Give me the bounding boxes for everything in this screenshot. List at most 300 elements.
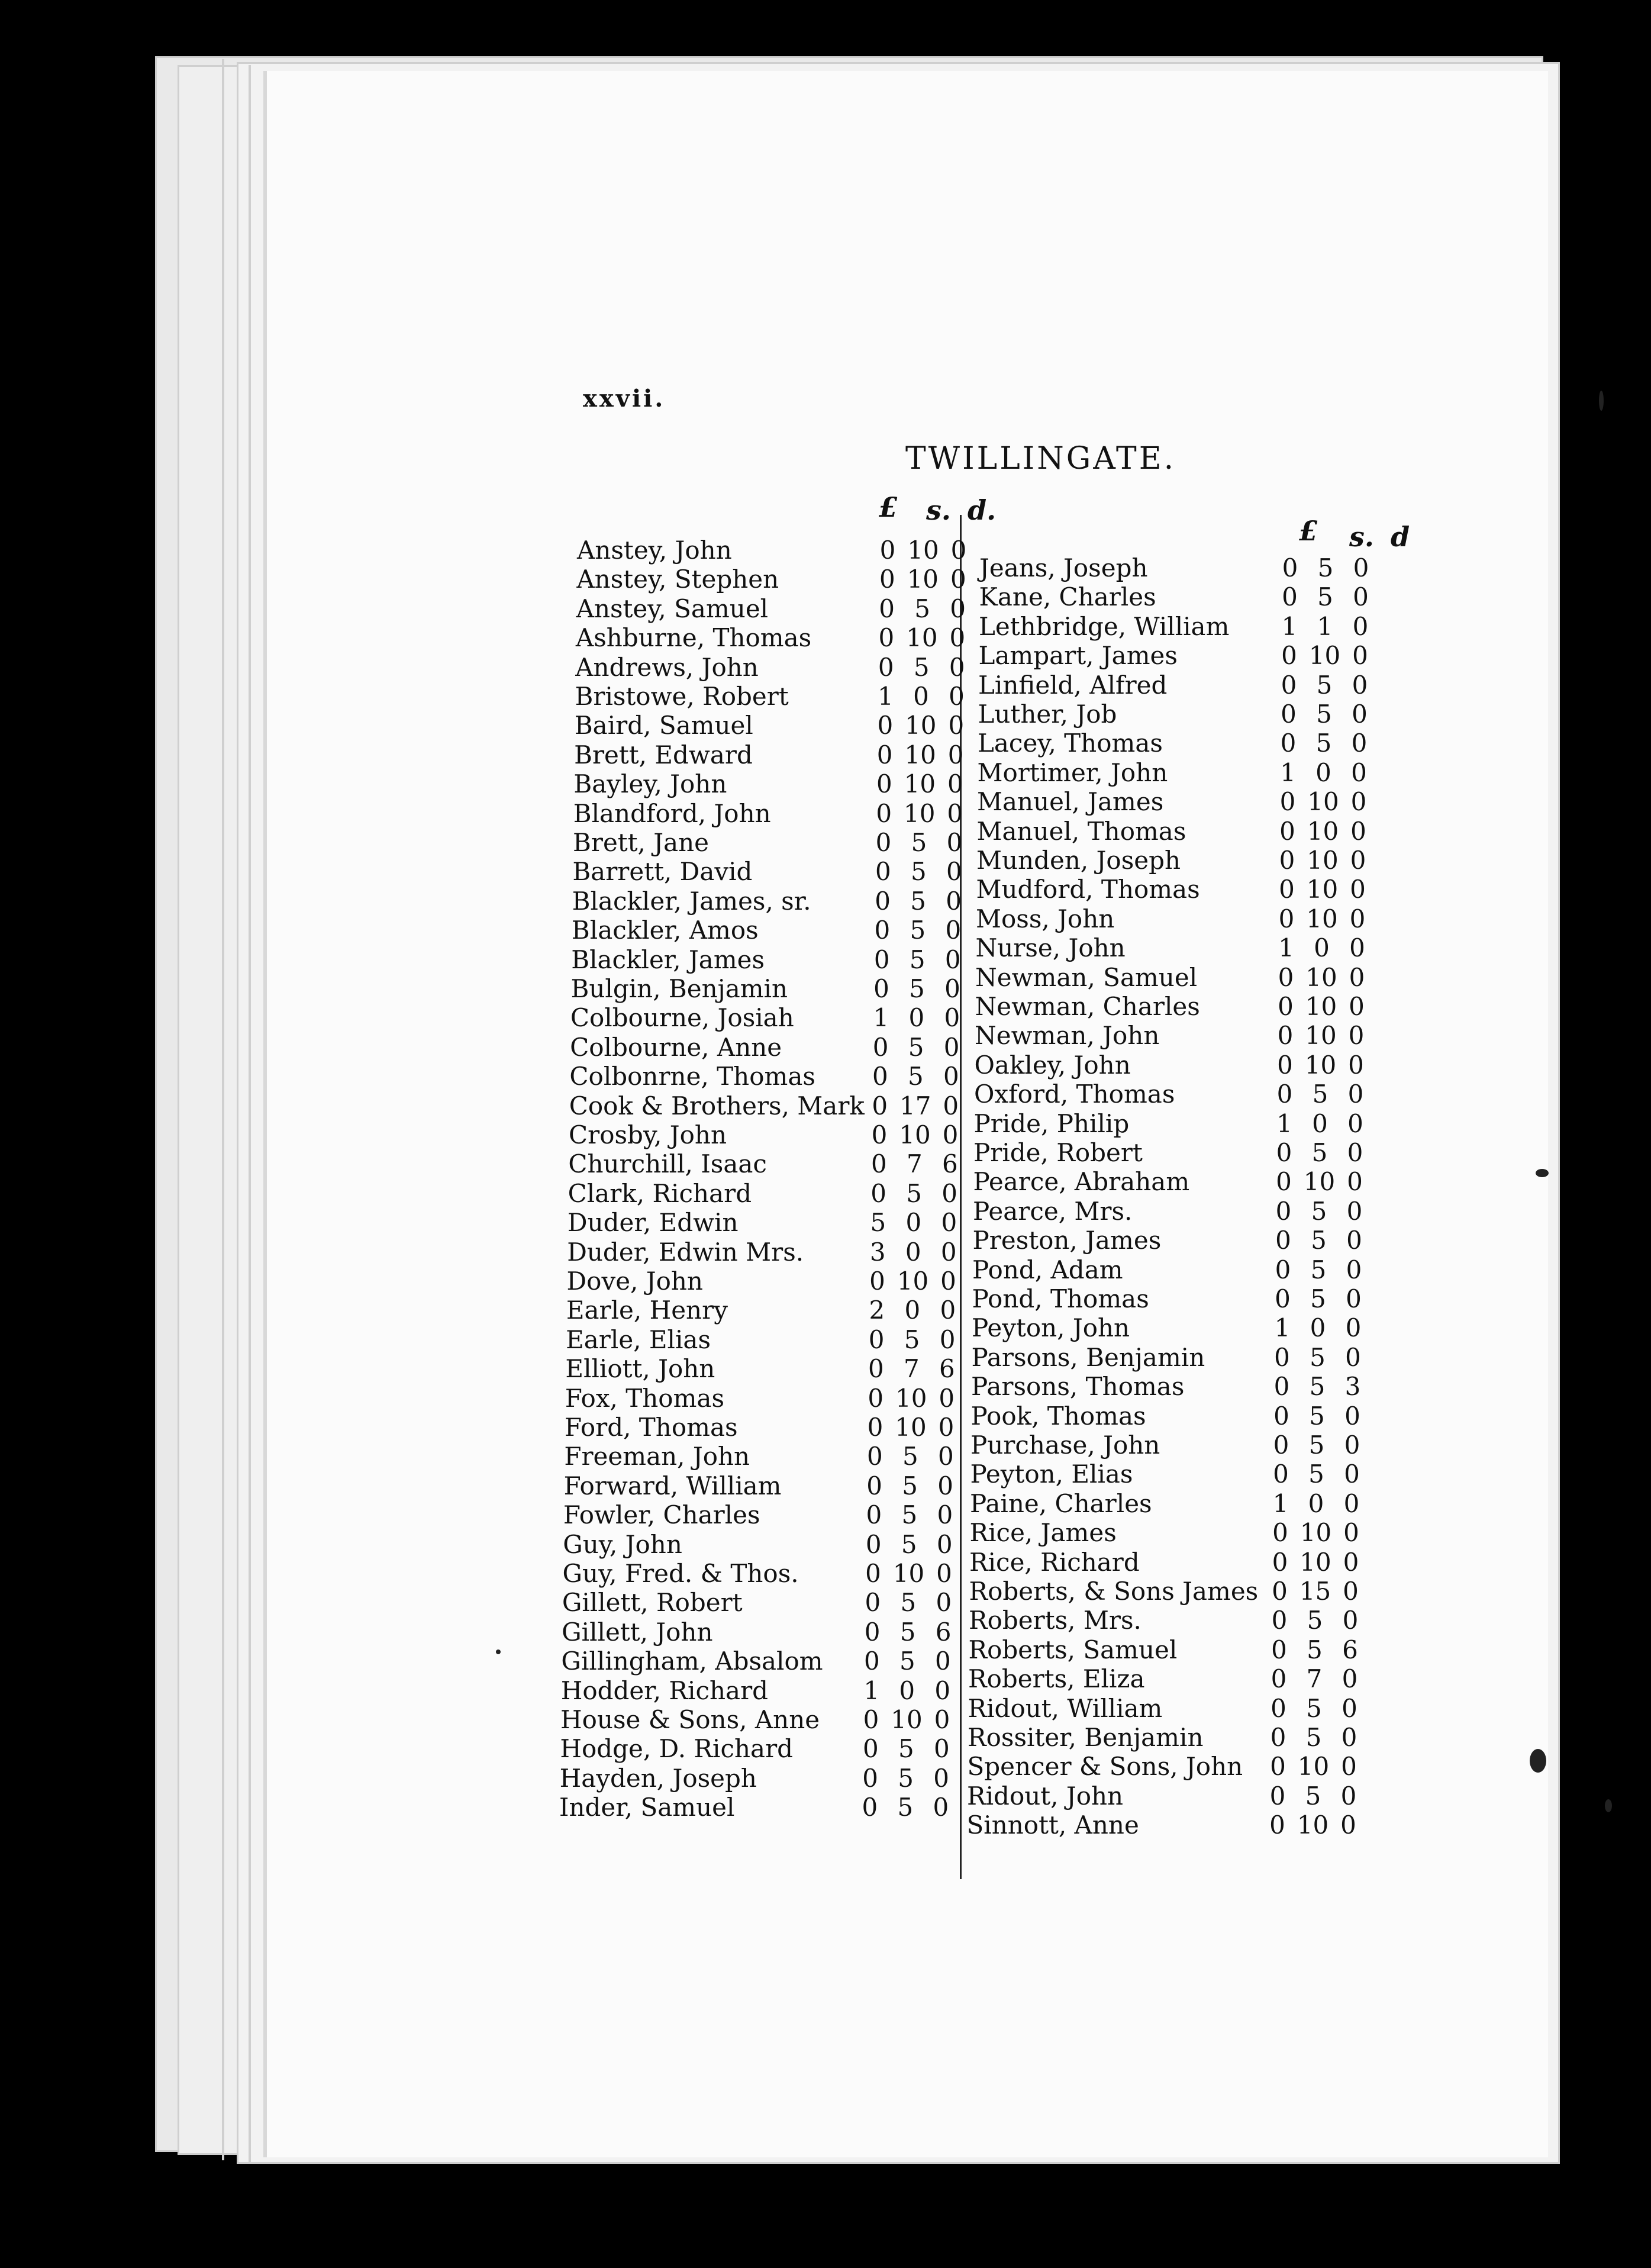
subscriber-name: Colbonrne, Thomas	[569, 1062, 815, 1091]
amount-pounds: 0	[866, 1500, 882, 1530]
amount-shillings: 5	[909, 945, 926, 974]
list-item	[976, 904, 1402, 933]
subscriber-name: Jeans, Joseph	[979, 553, 1148, 582]
amount-pounds: 0	[868, 1383, 884, 1413]
list-item	[969, 1577, 1395, 1606]
amount-shillings: 10	[1305, 1021, 1337, 1051]
subscriber-name: Fox, Thomas	[565, 1383, 724, 1413]
amount-pence: 6	[939, 1354, 955, 1384]
subscriber-name: Andrews, John	[575, 652, 759, 682]
amount-shillings: 5	[1310, 1284, 1326, 1313]
subscriber-name: Hodder, Richard	[560, 1676, 769, 1705]
amount-pounds: 0	[1269, 1810, 1285, 1840]
subscriber-name: Nurse, John	[975, 933, 1126, 963]
list-item	[572, 887, 998, 916]
amount-pence: 0	[1350, 787, 1367, 817]
amount-pence: 0	[950, 536, 967, 565]
left-header-shillings: s.	[926, 494, 951, 526]
page-title: TWILLINGATE.	[905, 441, 1176, 476]
amount-pounds: 1	[873, 1003, 889, 1033]
list-item	[971, 1402, 1397, 1431]
subscriber-name: Kane, Charles	[979, 582, 1156, 612]
amount-shillings: 10	[899, 1120, 931, 1149]
subscriber-name: Newman, Charles	[975, 992, 1200, 1021]
amount-pence: 0	[950, 594, 966, 623]
amount-pounds: 0	[872, 1091, 888, 1120]
amount-shillings: 5	[1305, 1781, 1321, 1810]
amount-pence: 0	[1349, 962, 1365, 992]
amount-pence: 0	[949, 682, 965, 711]
list-item	[576, 565, 1002, 594]
subscriber-name: Earle, Henry	[566, 1296, 728, 1325]
amount-shillings: 15	[1299, 1577, 1331, 1606]
amount-pounds: 0	[870, 1178, 886, 1208]
subscriber-name: Roberts, Eliza	[968, 1664, 1145, 1694]
list-item	[976, 933, 1402, 962]
list-item	[573, 799, 999, 828]
amount-pence: 0	[1352, 700, 1368, 729]
amount-shillings: 0	[1312, 1109, 1328, 1138]
amount-pounds: 0	[862, 1763, 878, 1793]
list-item	[569, 1091, 995, 1120]
amount-shillings: 5	[898, 1763, 914, 1793]
amount-pounds: 0	[1279, 787, 1296, 817]
amount-pence: 0	[1344, 1460, 1360, 1489]
subscriber-name: House & Sons, Anne	[560, 1705, 820, 1734]
amount-shillings: 10	[904, 740, 936, 769]
amount-pence: 0	[1344, 1401, 1360, 1431]
amount-shillings: 5	[901, 1500, 918, 1530]
amount-shillings: 5	[900, 1588, 917, 1618]
amount-pence: 0	[949, 652, 965, 682]
amount-shillings: 0	[908, 1003, 925, 1033]
list-item	[975, 992, 1401, 1021]
subscriber-name: Purchase, John	[970, 1431, 1160, 1460]
list-item	[562, 1588, 988, 1617]
amount-pence: 0	[940, 1237, 957, 1267]
amount-pence: 0	[943, 1032, 960, 1062]
amount-pence: 6	[941, 1149, 958, 1179]
amount-pounds: 0	[1280, 729, 1297, 758]
subscriber-name: Earle, Elias	[566, 1325, 711, 1354]
amount-pence: 0	[949, 623, 966, 653]
amount-pence: 0	[938, 1413, 955, 1442]
subscriber-name: Freeman, John	[564, 1442, 750, 1471]
amount-pounds: 0	[862, 1734, 879, 1764]
amount-shillings: 10	[904, 769, 936, 799]
amount-pounds: 0	[1273, 1372, 1290, 1402]
amount-shillings: 10	[1297, 1810, 1329, 1840]
amount-shillings: 10	[1299, 1547, 1331, 1577]
subscriber-name: Dove, John	[566, 1267, 703, 1296]
amount-pence: 0	[944, 945, 961, 974]
list-item	[573, 828, 999, 857]
subscriber-name: Pond, Thomas	[972, 1284, 1149, 1313]
amount-shillings: 5	[1310, 1255, 1327, 1284]
subscriber-name: Forward, William	[563, 1471, 782, 1500]
amount-shillings: 5	[1312, 1080, 1328, 1109]
subscriber-name: Bayley, John	[573, 769, 727, 799]
amount-pounds: 0	[866, 1442, 883, 1471]
amount-pence: 0	[1352, 641, 1368, 671]
subscriber-name: Hodge, D. Richard	[560, 1734, 794, 1764]
amount-pounds: 0	[1276, 1167, 1292, 1197]
amount-pounds: 0	[879, 565, 895, 594]
list-item	[577, 536, 1003, 565]
list-item	[967, 1810, 1393, 1839]
list-item	[975, 1021, 1401, 1050]
list-item	[978, 729, 1404, 758]
amount-pence: 0	[1345, 1313, 1362, 1343]
amount-pence: 0	[946, 857, 962, 887]
amount-pence: 0	[946, 828, 963, 857]
amount-pence: 0	[944, 1003, 960, 1033]
amount-pence: 0	[937, 1442, 954, 1471]
subscriber-name: Bristowe, Robert	[575, 682, 789, 711]
amount-pence: 0	[940, 1267, 956, 1296]
amount-shillings: 5	[910, 886, 926, 916]
subscriber-name: Manuel, James	[977, 787, 1164, 817]
subscriber-name: Moss, John	[976, 904, 1115, 933]
subscriber-name: Pond, Adam	[972, 1255, 1123, 1284]
subscriber-name: Pearce, Mrs.	[973, 1196, 1133, 1226]
subscriber-name: Pearce, Abraham	[973, 1167, 1190, 1197]
amount-shillings: 10	[1308, 641, 1341, 671]
amount-shillings: 5	[902, 1471, 918, 1500]
subscriber-name: Parsons, Benjamin	[971, 1342, 1205, 1372]
list-item	[569, 1062, 995, 1091]
list-item	[968, 1752, 1394, 1781]
amount-shillings: 5	[1307, 1635, 1323, 1664]
list-item	[566, 1325, 992, 1354]
amount-pence: 0	[1348, 1050, 1364, 1080]
amount-pounds: 0	[871, 1120, 888, 1149]
amount-shillings: 5	[1308, 1460, 1324, 1489]
subscriber-name: Inder, Samuel	[559, 1793, 735, 1822]
amount-pence: 0	[1341, 1752, 1357, 1781]
subscriber-name: Elliott, John	[565, 1354, 715, 1384]
amount-pence: 0	[1348, 1021, 1365, 1051]
list-item	[561, 1647, 987, 1676]
amount-pence: 0	[947, 798, 963, 828]
amount-pence: 0	[943, 1062, 959, 1091]
amount-pence: 0	[1347, 1080, 1364, 1109]
amount-pence: 0	[1343, 1547, 1359, 1577]
list-item	[975, 963, 1401, 992]
amount-pence: 0	[934, 1676, 951, 1705]
list-item	[563, 1530, 989, 1559]
amount-pounds: 0	[1276, 1080, 1293, 1109]
list-item	[973, 1138, 1400, 1167]
amount-pence: 0	[1349, 904, 1366, 933]
amount-shillings: 0	[905, 1208, 922, 1238]
amount-pounds: 0	[875, 886, 891, 916]
list-item	[978, 758, 1404, 787]
amount-pence: 0	[1345, 1342, 1361, 1372]
subscriber-name: Munden, Joseph	[976, 846, 1181, 875]
list-item	[565, 1384, 991, 1413]
list-item	[569, 1120, 995, 1149]
amount-pounds: 0	[1273, 1431, 1289, 1460]
amount-pounds: 0	[864, 1617, 881, 1647]
list-item	[970, 1460, 1397, 1489]
amount-shillings: 0	[904, 1296, 921, 1325]
amount-pounds: 0	[874, 916, 891, 945]
list-item	[566, 1296, 992, 1325]
amount-shillings: 5	[897, 1793, 914, 1822]
amount-shillings: 10	[903, 798, 936, 828]
amount-pounds: 0	[1271, 1664, 1287, 1694]
list-item	[968, 1664, 1394, 1693]
amount-pence: 0	[1350, 816, 1366, 846]
list-item	[561, 1676, 987, 1705]
amount-shillings: 7	[904, 1354, 920, 1384]
list-item	[575, 682, 1001, 711]
list-item	[562, 1618, 988, 1647]
amount-pence: 0	[939, 1383, 955, 1413]
amount-pence: 0	[934, 1705, 950, 1734]
subscriber-name: Sinnott, Anne	[966, 1810, 1139, 1840]
list-item	[560, 1705, 986, 1734]
right-header-shillings: s.	[1349, 521, 1374, 553]
amount-pounds: 0	[864, 1647, 880, 1676]
subscriber-name: Oxford, Thomas	[974, 1080, 1175, 1109]
subscriber-name: Brett, Jane	[573, 828, 710, 857]
amount-pence: 0	[939, 1325, 956, 1354]
amount-shillings: 5	[899, 1617, 916, 1647]
right-header-pence: d	[1391, 521, 1410, 553]
list-item	[570, 1033, 996, 1062]
amount-pence: 0	[946, 886, 962, 916]
amount-pounds: 0	[867, 1413, 883, 1442]
list-item	[979, 641, 1405, 670]
amount-pence: 0	[1341, 1723, 1357, 1752]
amount-shillings: 0	[1315, 758, 1331, 787]
amount-shillings: 5	[914, 594, 930, 623]
subscriber-name: Baird, Samuel	[574, 711, 753, 740]
subscriber-name: Pride, Philip	[973, 1109, 1130, 1138]
page-number: xxvii.	[583, 385, 666, 413]
amount-pence: 0	[1344, 1431, 1360, 1460]
amount-shillings: 10	[1303, 1167, 1336, 1197]
subscriber-name: Mudford, Thomas	[976, 875, 1200, 904]
subscriber-name: Guy, John	[563, 1529, 682, 1559]
subscriber-name: Mortimer, John	[977, 758, 1168, 787]
amount-pounds: 0	[873, 945, 890, 974]
list-item	[976, 846, 1402, 875]
page-edge-line	[222, 59, 224, 2160]
amount-shillings: 5	[899, 1647, 915, 1676]
amount-shillings: 10	[891, 1705, 923, 1734]
amount-pence: 0	[1343, 1489, 1360, 1518]
amount-shillings: 5	[1307, 1606, 1323, 1635]
amount-pence: 0	[947, 769, 963, 799]
list-item	[559, 1793, 985, 1822]
subscriber-name: Blackler, James	[571, 945, 765, 974]
amount-pounds: 0	[868, 1354, 884, 1384]
right-header-pounds: £	[1299, 515, 1318, 547]
list-item	[969, 1548, 1395, 1577]
amount-shillings: 5	[910, 857, 927, 887]
ink-speck	[1530, 1749, 1546, 1773]
list-item	[967, 1781, 1393, 1810]
amount-shillings: 7	[906, 1149, 923, 1179]
amount-pounds: 0	[879, 594, 895, 623]
amount-pounds: 0	[877, 711, 894, 740]
list-item	[571, 945, 997, 974]
list-item	[979, 553, 1405, 582]
amount-pounds: 0	[1275, 1284, 1291, 1313]
amount-pence: 0	[936, 1529, 953, 1559]
amount-pence: 0	[1343, 1577, 1359, 1606]
amount-shillings: 10	[907, 565, 939, 594]
amount-shillings: 0	[1308, 1489, 1324, 1518]
amount-pence: 0	[935, 1647, 951, 1676]
list-item	[568, 1149, 994, 1178]
list-item	[560, 1764, 986, 1793]
amount-shillings: 17	[899, 1091, 931, 1120]
amount-pounds: 0	[876, 740, 893, 769]
subscriber-name: Ridout, William	[968, 1693, 1163, 1723]
amount-pence: 0	[936, 1588, 952, 1618]
amount-shillings: 5	[902, 1442, 918, 1471]
amount-pounds: 0	[866, 1471, 882, 1500]
amount-shillings: 5	[910, 916, 926, 945]
amount-pence: 0	[933, 1763, 949, 1793]
list-item	[974, 1080, 1400, 1109]
amount-pounds: 5	[870, 1208, 886, 1238]
amount-pence: 0	[1346, 1284, 1362, 1313]
amount-shillings: 5	[911, 828, 927, 857]
amount-shillings: 5	[1305, 1723, 1322, 1752]
list-item	[564, 1442, 990, 1471]
list-item	[576, 594, 1002, 623]
amount-pence: 0	[1342, 1606, 1359, 1635]
amount-pounds: 0	[1269, 1781, 1286, 1810]
subscriber-name: Anstey, Stephen	[576, 565, 779, 594]
amount-pounds: 0	[862, 1793, 878, 1822]
amount-pounds: 0	[1281, 641, 1297, 671]
list-item	[969, 1635, 1395, 1664]
amount-shillings: 5	[1311, 1196, 1327, 1226]
subscriber-name: Paine, Charles	[970, 1489, 1152, 1518]
amount-shillings: 5	[908, 1062, 924, 1091]
subscriber-name: Pride, Robert	[973, 1138, 1143, 1167]
subscriber-name: Peyton, Elias	[970, 1460, 1133, 1489]
list-item	[567, 1238, 993, 1267]
ink-speck	[1599, 391, 1604, 411]
amount-pounds: 1	[878, 682, 894, 711]
subscriber-name: Ford, Thomas	[565, 1413, 738, 1442]
amount-pence: 0	[936, 1559, 952, 1588]
amount-pence: 0	[950, 565, 966, 594]
amount-pounds: 0	[1278, 962, 1294, 992]
list-item	[563, 1559, 989, 1588]
amount-shillings: 10	[1297, 1752, 1330, 1781]
left-header-pence: d.	[968, 494, 997, 526]
amount-pounds: 0	[879, 536, 896, 565]
amount-pence: 0	[941, 1178, 957, 1208]
amount-pence: 0	[1347, 1109, 1363, 1138]
amount-pounds: 0	[1278, 904, 1295, 933]
subscriber-name: Barrett, David	[572, 857, 753, 887]
amount-pence: 0	[933, 1734, 950, 1764]
ink-speck	[1536, 1169, 1549, 1177]
amount-pence: 0	[1350, 875, 1366, 904]
amount-shillings: 10	[1305, 992, 1337, 1021]
amount-pounds: 0	[863, 1705, 879, 1734]
subscriber-name: Brett, Edward	[574, 740, 753, 769]
amount-pence: 0	[1347, 1138, 1363, 1167]
ink-speck	[496, 1650, 501, 1654]
amount-shillings: 5	[1311, 1226, 1327, 1255]
list-item	[969, 1606, 1395, 1635]
amount-pounds: 0	[876, 769, 892, 799]
amount-pounds: 0	[1272, 1518, 1288, 1548]
amount-shillings: 0	[913, 682, 929, 711]
amount-pence: 0	[942, 1120, 959, 1149]
amount-shillings: 5	[1308, 1431, 1325, 1460]
amount-pounds: 1	[863, 1676, 880, 1705]
amount-pounds: 0	[1272, 1577, 1288, 1606]
subscriber-name: Luther, Job	[978, 700, 1117, 729]
subscriber-name: Lampart, James	[978, 641, 1178, 671]
amount-pounds: 1	[1274, 1313, 1291, 1343]
amount-pence: 0	[1340, 1781, 1357, 1810]
subscriber-name: Linfield, Alfred	[978, 670, 1168, 700]
amount-pounds: 0	[873, 974, 889, 1003]
amount-shillings: 10	[895, 1413, 927, 1442]
amount-shillings: 10	[897, 1267, 929, 1296]
amount-shillings: 5	[904, 1325, 920, 1354]
amount-pence: 0	[1353, 582, 1369, 612]
subscriber-name: Hayden, Joseph	[559, 1763, 757, 1793]
amount-shillings: 0	[899, 1676, 915, 1705]
list-item	[574, 740, 1000, 769]
amount-pence: 0	[1351, 758, 1367, 787]
amount-pounds: 0	[872, 1062, 888, 1091]
subscriber-name: Peyton, John	[972, 1313, 1130, 1343]
amount-pence: 0	[937, 1500, 953, 1530]
list-item	[572, 916, 998, 945]
amount-pounds: 3	[869, 1237, 886, 1267]
list-item	[571, 974, 997, 1003]
page-edge-line	[249, 65, 251, 2163]
list-item	[977, 817, 1403, 846]
list-item	[976, 875, 1402, 904]
amount-pounds: 0	[875, 857, 891, 887]
amount-shillings: 10	[1306, 904, 1338, 933]
list-item	[568, 1179, 994, 1208]
amount-pence: 0	[947, 740, 964, 769]
list-item	[570, 1003, 997, 1032]
amount-pence: 0	[1346, 1196, 1363, 1226]
amount-pounds: 0	[1281, 670, 1297, 700]
list-item	[565, 1354, 991, 1383]
subscriber-name: Anstey, John	[577, 536, 732, 565]
subscriber-name: Fowler, Charles	[563, 1500, 760, 1530]
subscriber-name: Ashburne, Thomas	[575, 623, 812, 653]
subscriber-name: Spencer & Sons, John	[967, 1752, 1243, 1781]
subscriber-name: Colbourne, Josiah	[570, 1003, 794, 1033]
amount-pounds: 1	[1276, 1109, 1292, 1138]
subscriber-name: Gillingham, Absalom	[561, 1647, 823, 1676]
amount-pounds: 0	[1282, 582, 1298, 612]
list-item	[970, 1431, 1397, 1460]
amount-pence: 0	[1347, 1167, 1363, 1197]
amount-shillings: 0	[1310, 1313, 1326, 1343]
amount-pounds: 0	[1281, 700, 1297, 729]
